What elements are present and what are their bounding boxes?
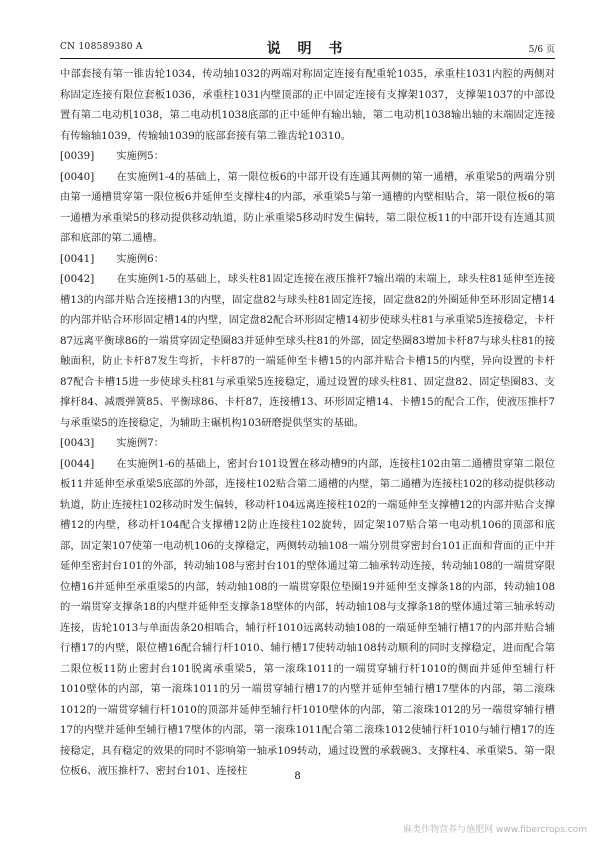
paragraph-number: [0041] xyxy=(60,252,95,265)
paragraph-text: 在实施例1-5的基础上，球头柱81固定连接在液压推杆7输出端的末端上，球头柱81延伸至连接槽13的内部并贴合连接槽13的内壁，固定盘82与球头柱81固定连接，固定盘82的外圈延伸至环形固定槽14的内部并贴合环形固定槽14的内壁，固定盘82配合环形固定槽14初步使球头柱81与承重梁5连接稳定，卡杆87远离平衡球86的一端贯穿固定垫圈83并延伸至球头柱81的外部，固定垫圈83增加卡杆87与球头柱81的接触面积，防止卡杆87发生弯折，卡杆87的一端延伸至卡槽15的内部并贴合卡槽15的内壁，异向设置的卡杆87配合卡槽15进一步使球头柱81与承重梁5连接稳定，通过设置的球头柱81、固定盘82、固定垫圈83、支撑杆84、减震弹簧85、平衡球86、卡杆87，连接槽13、环形固定槽14、卡槽15的配合工作，使液压推杆7与承重梁5的连接稳定，为辅助主碾机构103研磨提供坚实的基础。 xyxy=(60,273,555,429)
paragraph-0041 xyxy=(60,249,555,270)
paragraph-0043 xyxy=(60,433,555,454)
section-heading: 实施例5： xyxy=(116,150,164,162)
page-number: 8 xyxy=(294,771,301,782)
paragraph-number: [0044] xyxy=(60,457,95,470)
paragraph-text: 在实施例1-6的基础上，密封台101设置在移动槽9的内部，连接柱102由第二通槽贯穿第二限位板11并延伸至承重梁5底部的外部，连接柱102贴合第二通槽的内壁，第二通槽为连接柱102的移动提供移动轨道，防止连接柱102移动时发生偏转，移动杆104远离连接柱102的一端延伸至支撑槽12的内部并贴合支撑槽12的内壁，移动杆104配合支撑槽12防止连接柱102旋转，固定架107贴合第一电动机106的顶部和底部，固定架107使第一电动机106的支撑稳定，两侧转动轴108一端分别贯穿密封台101正面和背面的正中并延伸至密封台101的外部，转动轴108与密封台101的壁体通过第二轴承转动连接，转动轴108的一端贯穿限位槽16并延伸至承重梁5的内部，转动轴108的一端贯穿限位垫圈19并延伸至支撑条18的内部，转动轴108的一端贯穿支撑条18的内壁并延伸至支撑条18壁体的内部，转动轴108与支撑条18的壁体通过第三轴承转动连接，齿轮1013与单面齿条20相啮合，辅行杆1010远离转动轴108的一端延伸至辅行槽17的内部并贴合辅行槽17的内壁，限位槽16配合辅行杆1010、辅行槽17使转动轴108转动顺利的同时支撑稳定，进而配合第二限位板11防止密封台101脱离承重梁5，第一滚珠1011的一端贯穿辅行杆1010的侧面并延伸至辅行杆1010壁体的内部，第一滚珠1011的另一端贯穿辅行槽17的内壁并延伸至辅行槽17壁体的内部，第二滚珠1012的一端贯穿辅行杆1010的顶部并延伸至辅行杆1010壁体的内部，第二滚珠1012的另一端贯穿辅行槽17的内壁并延伸至辅行槽17壁体的内部，第一滚珠1011配合第二滚珠1012使辅行杆1010与辅行槽17的连接稳定，具有稳定的效果的同时不影响第一轴承109转动，通过设置的承载碗3、支撑柱4、承重梁5、第一限位板6、液压推杆7、密封台101、连接柱 xyxy=(60,457,555,777)
document-body xyxy=(60,64,555,782)
paragraph-text: 中部套接有第一锥齿轮1034，传动轴1032的两端对称固定连接有配重轮1035，承重柱1031内腔的两侧对称固定连接有限位套板1036，承重柱1031内壁顶部的正中固定连接有支撑架1037，支撑架1037的中部设置有第二电动机1038，第二电动机1038底部的正中延伸有输出轴，第二电动机1038输出轴的末端固定连接有传输轴1039，传输轴1039的底部套接有第二锥齿轮10310。 xyxy=(60,68,555,142)
paragraph-0040 xyxy=(60,167,555,249)
section-heading: 实施例6： xyxy=(116,252,164,265)
paragraph-number: [0042] xyxy=(60,273,95,285)
paragraph-text: 在实施例1-4的基础上，第一限位板6的中部开设有连通其两侧的第一通槽，承重梁5的两端分别由第一通槽贯穿第一限位板6并延伸至支撑柱4的内部，承重梁5与第一通槽的内壁相贴合，第一限位板6的第一通槽为承重梁5的移动提供移动轨道，防止承重梁5移动时发生偏转，第二限位板11的中部开设有连通其顶部和底部的第二通槽。 xyxy=(60,170,555,244)
page-counter: 5/6 页 xyxy=(528,45,555,55)
page-header xyxy=(60,38,555,58)
paragraph-0039 xyxy=(60,146,555,167)
paragraph-0044 xyxy=(60,454,555,782)
paragraph-continued xyxy=(60,64,555,146)
patent-number: CN 108589380 A xyxy=(60,42,143,52)
paragraph-number: [0043] xyxy=(60,437,95,449)
watermark: 麻类作物营养与施肥网 www.fibercrops.com xyxy=(403,825,587,835)
section-heading: 实施例7： xyxy=(116,437,164,449)
paragraph-0042 xyxy=(60,269,555,433)
paragraph-number: [0040] xyxy=(60,170,95,183)
paragraph-number: [0039] xyxy=(60,150,95,162)
header-rule xyxy=(60,58,555,59)
document-title: 说 明 书 xyxy=(266,41,349,57)
